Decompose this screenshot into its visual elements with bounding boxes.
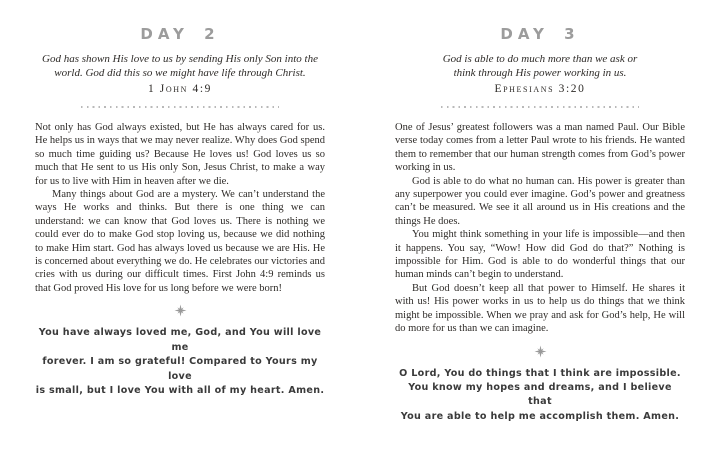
scripture-reference: Ephesians 3:20 — [494, 83, 586, 95]
devotional-paragraph: You might think something in your life is impossible—and then it happens. You say, “Wow! How did God do that?” Nothing is impossible for Him. God is able to do wonderful things that our human minds can’t begin to understand. — [395, 229, 685, 281]
page-right-day-3 — [360, 0, 720, 468]
devotional-paragraph: Not only has God always existed, but He has always cared for us. He helps us in ways that we may never realize. Why does God spend so much time guiding us? Because He loves us! God loves us so much that He sent to us His only Son, Jesus Christ, to make a way for us to live with Him in heaven after we die. — [35, 122, 325, 187]
verse-line: God has shown His love to us by sending His only Son into the — [42, 53, 318, 65]
devotional-paragraph: God is able to do what no human can. His power is greater than any superpower you could ever imagine. God’s power and greatness can’t be measured. We see it all around us in His creations and the things He does. — [395, 175, 685, 227]
verse-line: think through His power working in us. — [453, 67, 627, 79]
dotted-divider — [81, 106, 279, 108]
page-left-content — [35, 25, 325, 398]
prayer-text — [35, 326, 325, 398]
dotted-divider — [441, 106, 639, 108]
prayer-line: is small, but I love You with all of my heart. Amen. — [35, 384, 325, 396]
prayer-text — [395, 367, 685, 425]
prayer-line: You know my hopes and dreams, and I believe that — [408, 381, 672, 408]
scripture-reference: 1 John 4:9 — [147, 83, 212, 95]
prayer-line: You have always loved me, God, and You will love me — [38, 327, 322, 353]
prayer-line: You are able to help me accomplish them. Amen. — [400, 410, 680, 422]
prayer-line: forever. I am so grateful! Compared to Yours my love — [42, 356, 318, 382]
devotional-paragraph: Many things about God are a mystery. We can’t understand the ways He works and thinks. But there is one thing we can understand: we can know that God loves us. There is nothing we could ever do to make God stop loving us, because we did nothing to make Him start. God has always loved us because we are His. He is concerned about everything we do. He celebrates our victories and cries with us during our difficult times. First John 4:9 reminds us that God proved His love for us long before we were born! — [35, 189, 325, 294]
devotional-paragraph: One of Jesus’ greatest followers was a man named Paul. Our Bible verse today comes from a letter Paul wrote to his friends. He wanted them to remember that our human strength comes from God’s power working in us. — [395, 122, 685, 174]
devotional-body — [395, 121, 685, 336]
verse-line: God is able to do much more than we ask or — [442, 53, 638, 65]
devotional-body — [35, 121, 325, 295]
day-title: DAY 3 — [500, 25, 580, 43]
star-ornament-icon — [35, 304, 325, 317]
verse-text — [395, 52, 685, 80]
verse-line: world. God did this so we might have life through Christ. — [54, 67, 306, 79]
star-ornament-icon — [395, 345, 685, 358]
day-title: DAY 2 — [140, 25, 220, 43]
verse-text — [35, 52, 325, 80]
page-right-content — [395, 25, 685, 424]
prayer-line: O Lord, You do things that I think are impossible. — [399, 367, 681, 379]
devotional-paragraph: But God doesn’t keep all that power to Himself. He shares it with us! His power works in us to help us do things that we think might be impossible. When we pray and ask for God’s help, He will do more for us than we can imagine. — [395, 282, 685, 335]
